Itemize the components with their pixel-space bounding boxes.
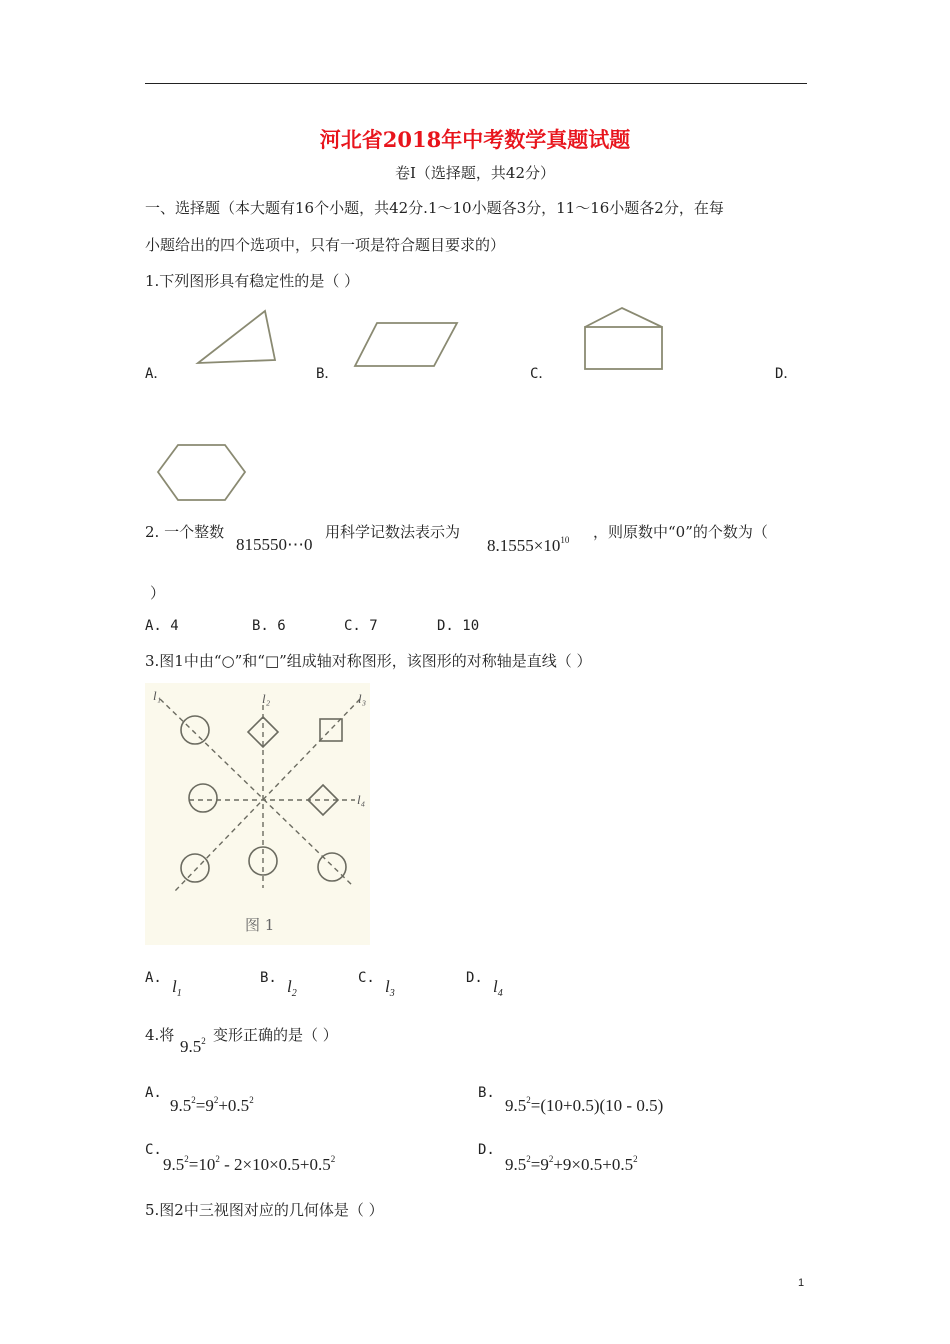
q1-stem: 1.下列图形具有稳定性的是（ ） bbox=[145, 272, 360, 290]
square-shape bbox=[585, 327, 662, 369]
label-l4: l₄ bbox=[357, 792, 366, 807]
q2-stem-part-a: 2. 一个整数 bbox=[145, 523, 225, 541]
roof-shape bbox=[585, 308, 662, 327]
q4-option-d-formula: $9.5^2=9^2+9\times 0.5+0.5^2$ bbox=[505, 1154, 638, 1174]
label-l2: l₂ bbox=[262, 691, 271, 706]
page-title: 河北省2018年中考数学真题试题 bbox=[319, 127, 631, 152]
q4-option-d-label: D. bbox=[478, 1142, 495, 1158]
q4-option-b-label: B. bbox=[478, 1085, 495, 1101]
q3-option-b: B. bbox=[260, 970, 277, 986]
hexagon-shape bbox=[158, 445, 245, 500]
q3-option-b-value: $l_2$ bbox=[287, 977, 297, 999]
q3-option-d-value: $l_4$ bbox=[493, 977, 503, 999]
q3-option-c: C. bbox=[358, 970, 375, 986]
q1-figure-d-hexagon bbox=[155, 442, 250, 504]
section-intro-line2: 小题给出的四个选项中，只有一项是符合题目要求的） bbox=[145, 236, 506, 254]
page-subtitle: 卷Ⅰ（选择题，共42分） bbox=[394, 164, 555, 182]
header-rule bbox=[145, 83, 807, 84]
q2-stem-part-b: 用科学记数法表示为 bbox=[325, 523, 461, 541]
q3-option-a-value: $l_1$ bbox=[172, 977, 182, 999]
q4-option-b-formula: $9.5^2=(10+0.5)(10 - 0.5)$ bbox=[505, 1095, 664, 1115]
q1-figure-a-triangle bbox=[195, 308, 280, 368]
label-l1: l₁ bbox=[153, 688, 162, 703]
q1-figure-b-parallelogram bbox=[352, 320, 462, 370]
q4-option-a-formula: $9.5^2=9^2+0.5^2$ bbox=[170, 1095, 254, 1115]
figure-caption: 图 1 bbox=[245, 916, 275, 934]
q3-stem: 3.图1中由“○”和“□”组成轴对称图形，该图形的对称轴是直线（ ） bbox=[145, 652, 592, 670]
q3-figure-1 bbox=[145, 683, 370, 945]
q1-option-a-label: A． bbox=[145, 366, 168, 382]
q4-stem-part-a: 4.将 bbox=[145, 1026, 175, 1044]
q4-stem-part-b: 变形正确的是（ ） bbox=[213, 1026, 338, 1044]
triangle-shape bbox=[198, 311, 275, 363]
q2-number: 815550⋯0 bbox=[236, 535, 313, 554]
q1-figure-c-house bbox=[582, 305, 667, 373]
q2-option-a: A. 4 bbox=[145, 618, 179, 634]
section-intro-line1: 一、选择题（本大题有16个小题，共42分.1～10小题各3分，11～16小题各2分，在每 bbox=[145, 199, 724, 217]
q2-stem-close: ） bbox=[150, 584, 166, 602]
q3-option-a: A. bbox=[145, 970, 162, 986]
q4-option-c-label: C. bbox=[145, 1142, 162, 1158]
parallelogram-shape bbox=[355, 323, 457, 366]
page-number: 1 bbox=[798, 1277, 805, 1289]
q2-option-c: C. 7 bbox=[344, 618, 378, 634]
q3-option-c-value: $l_3$ bbox=[385, 977, 395, 999]
q2-option-d: D. 10 bbox=[437, 618, 480, 634]
q1-option-b-label: B． bbox=[316, 366, 339, 382]
q4-option-a-label: A. bbox=[145, 1085, 162, 1101]
label-l3: l₃ bbox=[358, 691, 367, 706]
q4-expression: $9.5^2$ bbox=[180, 1036, 206, 1056]
q2-stem-part-c: ，则原数中“0”的个数为（ bbox=[593, 523, 768, 541]
q3-option-d: D. bbox=[466, 970, 483, 986]
q4-option-c-formula: $9.5^2=10^2 - 2\times 10\times 0.5+0.5^2$ bbox=[163, 1154, 336, 1174]
q2-scientific-notation: $8.1555\times 10^{10}$ bbox=[487, 535, 570, 555]
q5-stem: 5.图2中三视图对应的几何体是（ ） bbox=[145, 1201, 384, 1219]
q2-option-b: B. 6 bbox=[252, 618, 286, 634]
q1-option-c-label: C． bbox=[530, 366, 553, 382]
q1-option-d-label: D． bbox=[775, 366, 798, 382]
